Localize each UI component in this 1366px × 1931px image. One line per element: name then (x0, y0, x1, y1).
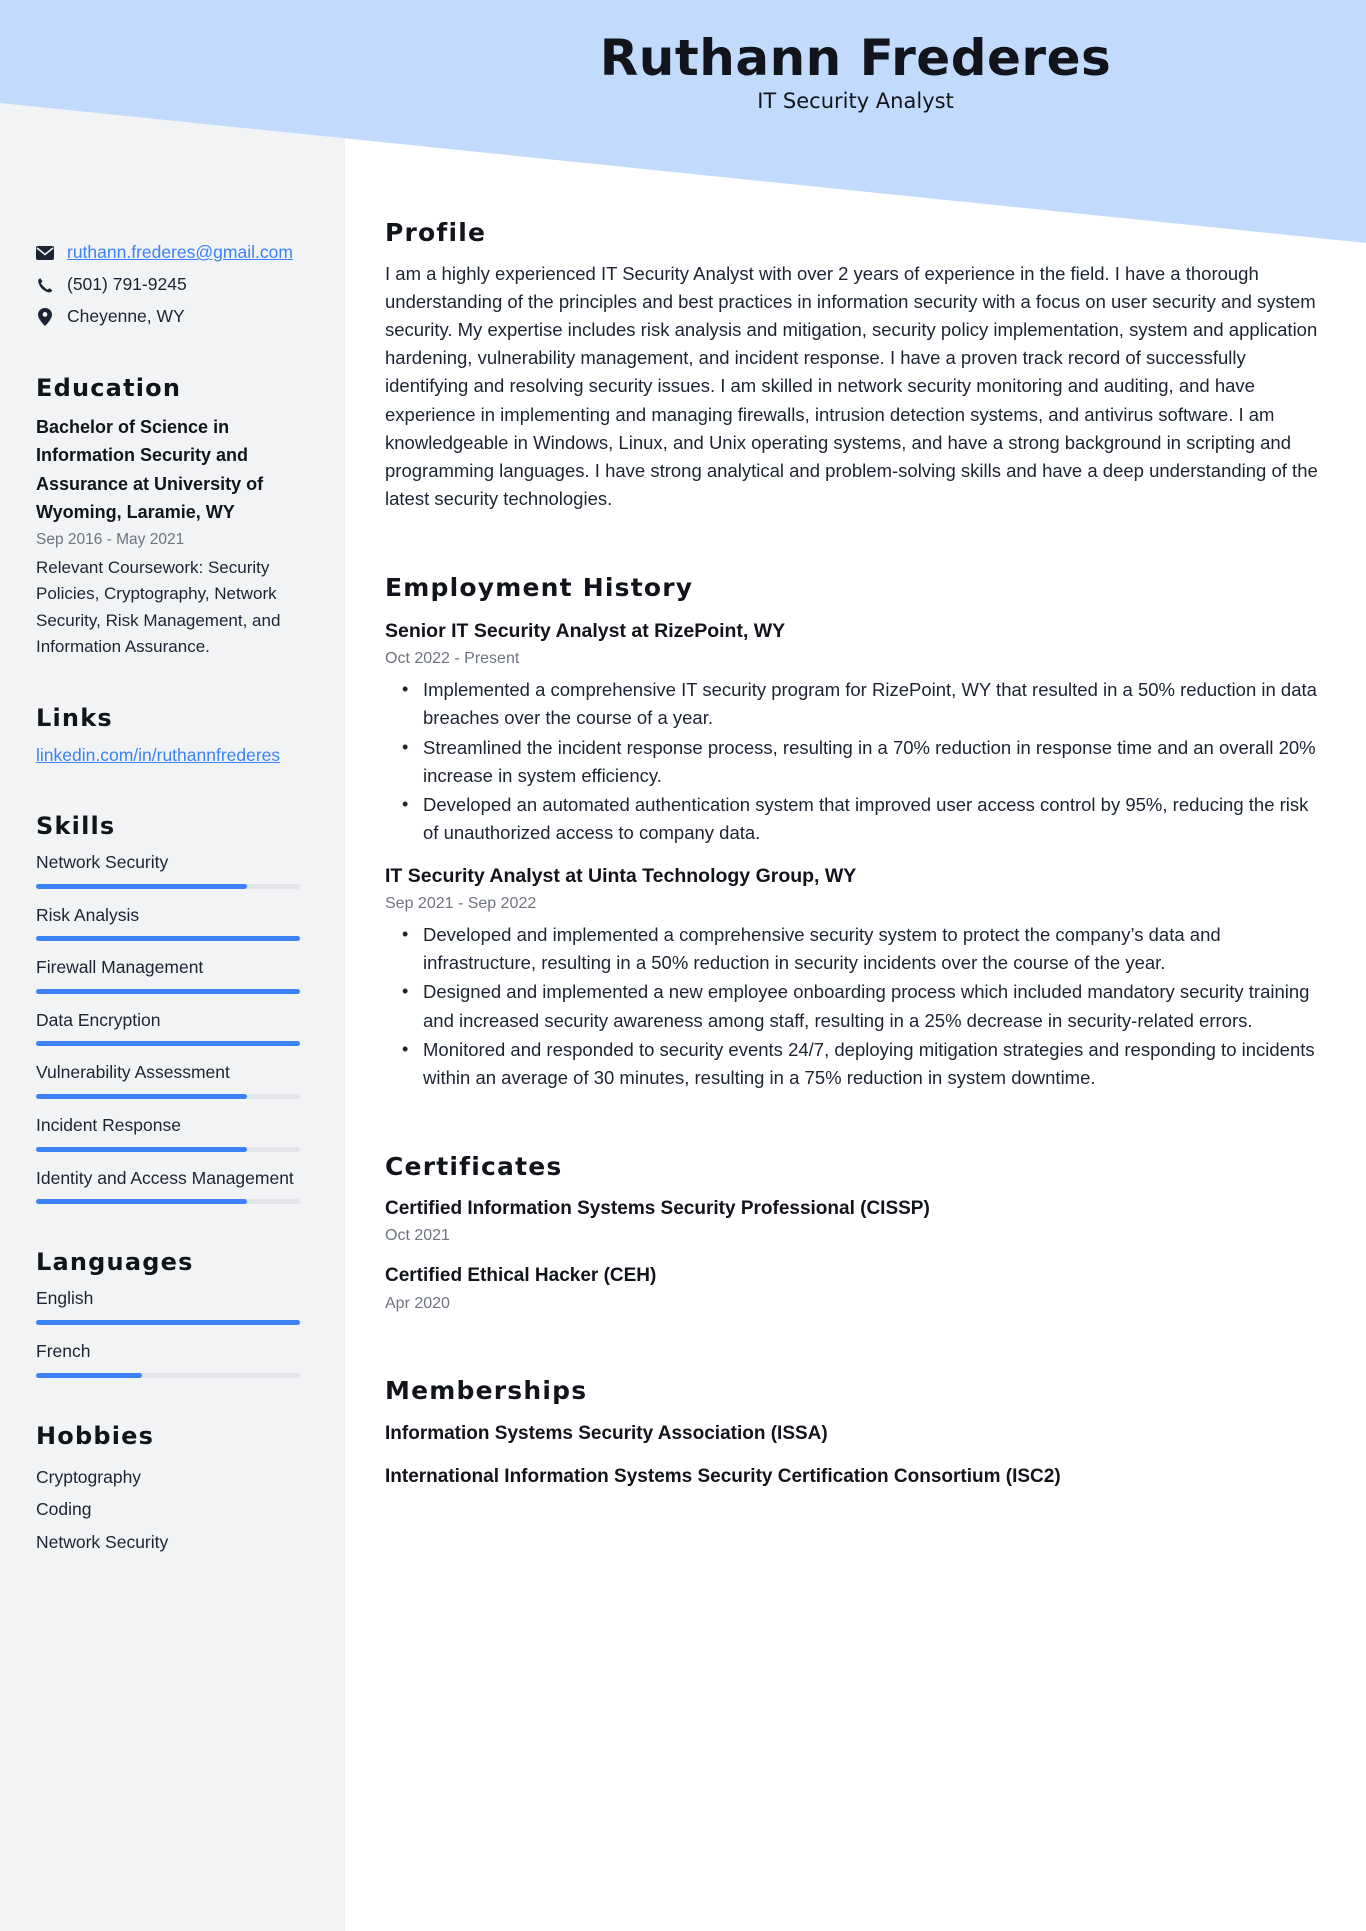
contact-location-text: Cheyenne, WY (67, 306, 185, 327)
skill-meter-fill (36, 989, 300, 994)
language-item (36, 1287, 309, 1325)
link-linkedin[interactable]: linkedin.com/in/ruthannfrederes (36, 745, 281, 766)
contact-list (36, 240, 309, 330)
employment-bullets (385, 676, 1326, 847)
employment-bullet: • Monitored and responded to security events 24/7, deploying mitigation strategies and responding to incidents within an average of 30 minutes, resulting in a 75% reduction in system downtime. (423, 1036, 1326, 1092)
languages-heading: Languages (36, 1248, 194, 1277)
skill-meter-track (36, 989, 300, 994)
profile-text: I am a highly experienced IT Security Analyst with over 2 years of experience in the field. I have a thorough understanding of the principles and best practices in information security with a focus on user security and system security. My expertise includes risk analysis and mitigation, security policy implementation, system and application hardening, vulnerability management, and incident response. I have a proven track record of successfully identifying and resolving security issues. I am skilled in network security monitoring and auditing, and have experience in implementing and managing firewalls, intrusion detection systems, and antivirus software. I am knowledgeable in Windows, Linux, and Unix operating systems, and have a strong background in scripting and programming languages. I have strong analytical and problem-solving skills and have a deep understanding of the latest security technologies. (385, 263, 1318, 509)
employment-bullet: • Designed and implemented a new employee onboarding process which included mandatory security training and increased security awareness among staff, resulting in a 25% decrease in security-related errors. (423, 978, 1326, 1034)
certificate-entry (385, 1196, 1326, 1249)
skill-meter-track (36, 1147, 300, 1152)
language-meter-track (36, 1373, 300, 1378)
skill-item (36, 1009, 309, 1047)
certificate-entry (385, 1263, 1326, 1316)
language-label: English (36, 1288, 94, 1309)
employment-bullet: • Developed and implemented a comprehensive security system to protect the company’s data and infrastructure, resulting in a 50% reduction in security incidents over the course of the year. (423, 921, 1326, 977)
employment-bullet: • Implemented a comprehensive IT security program for RizePoint, WY that resulted in a 50% reduction in data breaches over the course of a year. (423, 676, 1326, 732)
skills-heading: Skills (36, 811, 116, 840)
language-label: French (36, 1340, 91, 1361)
employment-bullet: • Developed an automated authentication system that improved user access control by 95%, reducing the risk of unauthorized access to company data. (423, 791, 1326, 847)
skill-label: Firewall Management (36, 957, 204, 978)
certificate-date: Apr 2020 (385, 1295, 450, 1313)
education-entry (36, 413, 309, 660)
language-meter-track (36, 1320, 300, 1325)
header-content (345, 0, 1366, 160)
skill-meter-fill (36, 1147, 247, 1152)
sidebar (0, 230, 345, 1559)
skill-meter-fill (36, 936, 300, 941)
hobby-item: Cryptography (36, 1466, 142, 1487)
employment-entry (385, 618, 1326, 847)
hobbies-list (36, 1461, 309, 1559)
skill-item (36, 904, 309, 942)
employment-dates: Oct 2022 - Present (385, 650, 520, 668)
skill-meter-track (36, 936, 300, 941)
links-heading: Links (36, 704, 113, 733)
certificate-date: Oct 2021 (385, 1227, 450, 1245)
memberships-heading: Memberships (385, 1376, 588, 1406)
skill-meter-fill (36, 884, 247, 889)
main-content (345, 218, 1366, 1490)
contact-phone-text: (501) 791-9245 (67, 274, 187, 295)
employment-dates: Sep 2021 - Sep 2022 (385, 895, 537, 913)
profile-heading: Profile (385, 218, 487, 247)
employment-heading: Employment History (385, 572, 694, 602)
certificate-name: Certified Ethical Hacker (CEH) (385, 1265, 657, 1287)
skill-label: Vulnerability Assessment (36, 1062, 230, 1083)
skill-meter-fill (36, 1094, 247, 1099)
skill-label: Identity and Access Management (36, 1167, 294, 1188)
hobbies-heading: Hobbies (36, 1421, 155, 1450)
skill-label: Network Security (36, 851, 169, 872)
skill-item (36, 1061, 309, 1099)
languages-list (36, 1287, 309, 1377)
skill-meter-track (36, 884, 300, 889)
page-title: Ruthann Frederes (599, 29, 1112, 87)
location-pin-icon (36, 308, 54, 326)
membership-item: International Information Systems Security Certification Consortium (ISC2) (385, 1465, 1061, 1487)
skills-list (36, 851, 309, 1204)
skill-label: Data Encryption (36, 1009, 161, 1030)
education-dates: Sep 2016 - May 2021 (36, 530, 185, 548)
contact-email-text[interactable]: ruthann.frederes@gmail.com (67, 242, 293, 263)
education-degree: Bachelor of Science in Information Security and Assurance at University of Wyoming, Laramie, WY (36, 417, 264, 523)
language-meter-fill (36, 1373, 142, 1378)
skill-meter-fill (36, 1199, 247, 1204)
language-item (36, 1340, 309, 1378)
hobby-item: Coding (36, 1499, 92, 1520)
skill-item (36, 956, 309, 994)
employment-role: IT Security Analyst at Uinta Technology Group, WY (385, 864, 857, 887)
certificate-name: Certified Information Systems Security Professional (CISSP) (385, 1197, 930, 1219)
skill-meter-track (36, 1199, 300, 1204)
employment-bullets (385, 921, 1326, 1092)
certificates-heading: Certificates (385, 1151, 563, 1181)
skill-label: Incident Response (36, 1115, 181, 1135)
skill-item (36, 1167, 309, 1205)
skill-item (36, 851, 309, 889)
contact-item-phone (36, 272, 309, 298)
membership-item: Information Systems Security Association (ISSA) (385, 1423, 828, 1445)
hobby-item: Network Security (36, 1531, 169, 1552)
skill-meter-track (36, 1041, 300, 1046)
contact-item-location (36, 304, 309, 330)
employment-bullet: • Streamlined the incident response process, resulting in a 70% reduction in response time and an overall 20% increase in system efficiency. (423, 734, 1326, 790)
contact-item-email[interactable] (36, 240, 309, 266)
skill-meter-track (36, 1094, 300, 1099)
phone-icon (36, 276, 54, 294)
education-description: Relevant Coursework: Security Policies, Cryptography, Network Security, Risk Management, and Information Assurance. (36, 558, 281, 657)
education-heading: Education (36, 374, 182, 402)
employment-role: Senior IT Security Analyst at RizePoint, WY (385, 619, 786, 642)
skill-item (36, 1114, 309, 1152)
envelope-icon (36, 244, 54, 262)
employment-entry (385, 863, 1326, 1092)
language-meter-fill (36, 1320, 300, 1325)
skill-meter-fill (36, 1041, 300, 1046)
header-subtitle: IT Security Analyst (757, 89, 954, 113)
skill-label: Risk Analysis (36, 904, 140, 925)
